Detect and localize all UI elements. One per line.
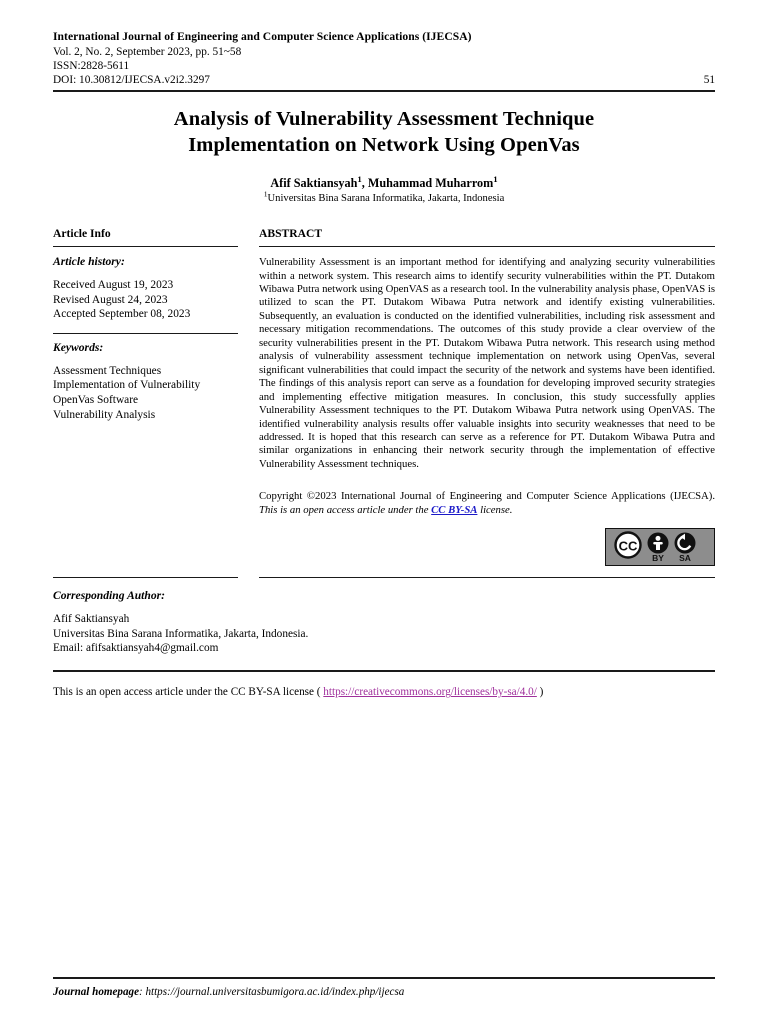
abstract-paragraph: Vulnerability Assessment is an important method for identifying and analyzing security vulnerabilities within a network system. This research aims to identify security vulnerabilities within the PT. Dutakom Wibawa Putra network using OpenVAS as a research tool. In the vulnerability analysis phase, OpenVAS is utilized to scan the PT. Dutakom Wibawa Putra network and identify existing vulnerabilities. Subsequently, an evaluation is conducted on the identified vulnerabilities, including risk assessment and necessary mitigation recommendations. The outcomes of this study provide a clear overview of the security vulnerabilities present in the PT. Dutakom Wibawa Putra network. This research using method analysis of vulnerability assessment technique implementation on network using OpenVas, several significant vulnerabilities that could impact the security of the network and systems have been identified. The findings of this analysis report can serve as a foundation for developing improved security strategies and implementing effective mitigation measures. In conclusion, this study successfully applies Vulnerability Assessment techniques to the PT. Dutakom Wibawa Putra network using OpenVAS. The identified vulnerability analysis results offer valuable insights into security weaknesses that need to be addressed. It is hoped that this research can serve as a reference for PT. Dutakom Wibawa Putra and similar organizations in enhancing their network security through the implementation of effective Vulnerability Assessment techniques.: [259, 256, 715, 470]
svg-text:BY: BY: [652, 553, 664, 564]
author-list: [53, 176, 715, 191]
open-access-rule-wrap: [53, 655, 715, 672]
keyword-item: Implementation of Vulnerability: [53, 379, 201, 392]
footer-url: https://journal.universitasbumigora.ac.id/index.php/ijecsa: [145, 986, 405, 998]
doi-line: DOI: 10.30812/IJECSA.v2i2.3297: [53, 73, 210, 86]
affiliation-line: [53, 189, 715, 205]
article-history-heading: Article history:: [53, 255, 125, 269]
copyright-italic-part: This is an open access article under the: [259, 503, 432, 516]
keywords-block: [53, 334, 238, 422]
abstract-column: [259, 227, 715, 566]
open-access-suffix: ): [536, 686, 544, 699]
abstract-text-block: [259, 247, 715, 471]
info-abstract-columns: [53, 227, 715, 566]
history-item: Accepted September 08, 2023: [53, 308, 191, 321]
author-two-affil-marker: 1: [493, 174, 498, 185]
issn-line: ISSN:2828-5611: [53, 59, 130, 72]
keywords-list: [53, 355, 238, 422]
copyright-block: [259, 471, 715, 517]
svg-text:SA: SA: [679, 553, 691, 564]
abstract-heading: ABSTRACT: [259, 227, 323, 241]
creative-commons-url-link[interactable]: https://creativecommons.org/licenses/by-sa/4.0/: [323, 686, 537, 699]
article-history-rule-wrap: [53, 322, 238, 334]
footer-separator: :: [139, 986, 146, 998]
corresponding-author-email: Email: afifsaktiansyah4@gmail.com: [53, 642, 219, 655]
copyright-suffix: license.: [477, 503, 513, 516]
footer-homepage-line: [53, 979, 715, 999]
affiliation-text: Universitas Bina Sarana Informatika, Jakarta, Indonesia: [267, 193, 505, 205]
cc-badge-graphic: [611, 531, 711, 563]
author-one: Afif Saktiansyah: [270, 176, 358, 191]
doi-row: [53, 73, 715, 87]
keyword-item: OpenVas Software: [53, 394, 139, 407]
cc-badge-wrap: [259, 517, 715, 566]
corresponding-author-block: [53, 578, 715, 655]
volume-issue-line: Vol. 2, No. 2, September 2023, pp. 51~58: [53, 45, 242, 58]
corr-rule-left-wrap: [53, 577, 238, 578]
masthead-divider: [53, 90, 715, 92]
corr-rule-gutter: [238, 577, 259, 578]
affiliation-marker: 1: [263, 189, 268, 199]
author-one-affil-marker: 1: [357, 174, 362, 185]
corresponding-author-details: [53, 603, 715, 655]
history-item: Revised August 24, 2023: [53, 293, 168, 306]
keyword-item: Assessment Techniques: [53, 364, 162, 377]
page-footer: [53, 974, 715, 999]
open-access-note: [53, 672, 715, 699]
article-history-block: [53, 247, 238, 322]
history-item: Received August 19, 2023: [53, 279, 174, 292]
keyword-item: Vulnerability Analysis: [53, 408, 156, 421]
copyright-prefix: Copyright ©2023 International Journal of Engineering and Computer Science Applications (IJECSA).: [259, 490, 715, 503]
cc-by-sa-link[interactable]: CC BY-SA: [431, 503, 478, 516]
corr-rule-right: [259, 577, 715, 578]
corresponding-author-rules: [53, 577, 715, 578]
article-info-column: [53, 227, 238, 422]
corresponding-author-name: Afif Saktiansyah: [53, 613, 130, 626]
open-access-prefix: This is an open access article under the CC BY-SA license (: [53, 686, 324, 699]
corr-rule-left: [53, 577, 238, 578]
page-number: 51: [703, 73, 715, 86]
corresponding-author-affiliation: Universitas Bina Sarana Informatika, Jakarta, Indonesia.: [53, 627, 309, 640]
keywords-heading: Keywords:: [53, 340, 104, 354]
article-info-heading: Article Info: [53, 227, 111, 241]
corresponding-author-heading: Corresponding Author:: [53, 589, 166, 603]
creative-commons-badge: [605, 528, 715, 566]
journal-masthead: [53, 0, 715, 92]
footer-label: Journal homepage: [53, 986, 139, 998]
journal-name: International Journal of Engineering and Computer Science Applications (IJECSA): [53, 30, 472, 43]
corr-rule-right-wrap: [259, 577, 715, 578]
page-title: Analysis of Vulnerability Assessment Technique Implementation on Network Using OpenVas: [173, 108, 595, 157]
author-two: , Muhammad Muharrom: [361, 176, 494, 191]
svg-text:CC: CC: [618, 538, 638, 554]
article-history-list: [53, 269, 238, 322]
